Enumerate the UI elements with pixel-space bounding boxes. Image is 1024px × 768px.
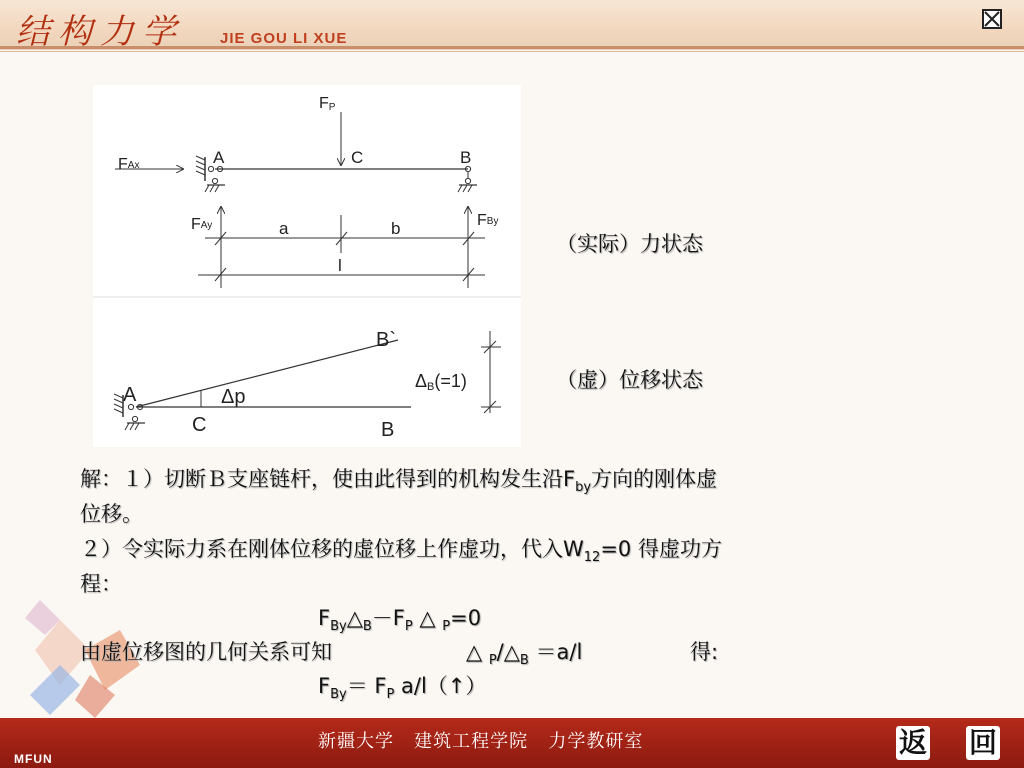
equation-2: △ $_P/\triangle_B =a/l$ [466, 640, 583, 669]
label-c-virtual: C [192, 414, 207, 436]
label-delta-b: ΔB(=1) [415, 371, 467, 393]
label-dim-l: l [338, 256, 342, 275]
label-c-real: C [351, 148, 364, 167]
label-dim-a: a [279, 219, 289, 238]
close-icon [984, 11, 1000, 27]
label-b-real: B [460, 148, 472, 167]
solution-line-4: 程： [80, 572, 122, 596]
solution-line-1: 解：１）切断Ｂ支座链杆，使由此得到的机构发生沿$F_{by}$方向的刚体虚 [80, 467, 718, 496]
menu-button[interactable]: MFUN [14, 752, 53, 766]
label-fax: FAx [118, 156, 140, 173]
header-bar [0, 0, 1024, 50]
label-a-real: A [213, 148, 225, 167]
label-dim-b: b [391, 219, 401, 238]
label-fay: FAy [191, 216, 213, 233]
label-fp: FP [319, 95, 336, 113]
diagram-panel [93, 85, 521, 447]
logo-chinese: 结构力学 [16, 12, 184, 52]
return-button[interactable]: 回 [966, 726, 1000, 760]
beam-displaced [136, 340, 398, 407]
equation-3: $F_{By}= F_P$ a/l（↑） [318, 674, 487, 703]
structure-diagram [93, 85, 521, 447]
solution-line-6-end: 得: [690, 640, 719, 664]
equation-1: $F_{By}\triangle_B-F_P$ △ $_P$=0 [318, 606, 482, 635]
virtual-state-label: （虚）位移状态 [556, 368, 703, 392]
label-b-virtual: B [381, 419, 395, 441]
label-b-prime: B` [376, 329, 396, 351]
logo-pinyin: JIE GOU LI XUE [220, 30, 348, 47]
solution-line-3: ２）令实际力系在刚体位移的虚位移上作虚功，代入$W_{12}=0$ 得虚功方 [80, 537, 722, 566]
label-delta-p: Δp [221, 386, 246, 408]
solution-line-6: 由虚位移图的几何关系可知 [80, 640, 332, 664]
actual-state-label: （实际）力状态 [556, 232, 703, 256]
label-fby: FBy [477, 212, 499, 229]
solution-line-2: 位移。 [80, 502, 143, 526]
footer-institution: 新疆大学 建筑工程学院 力学教研室 [318, 731, 644, 752]
close-button[interactable] [982, 9, 1002, 29]
support-b-real [458, 166, 477, 192]
back-button[interactable]: 返 [896, 726, 930, 760]
label-a-virtual: A [123, 384, 137, 406]
